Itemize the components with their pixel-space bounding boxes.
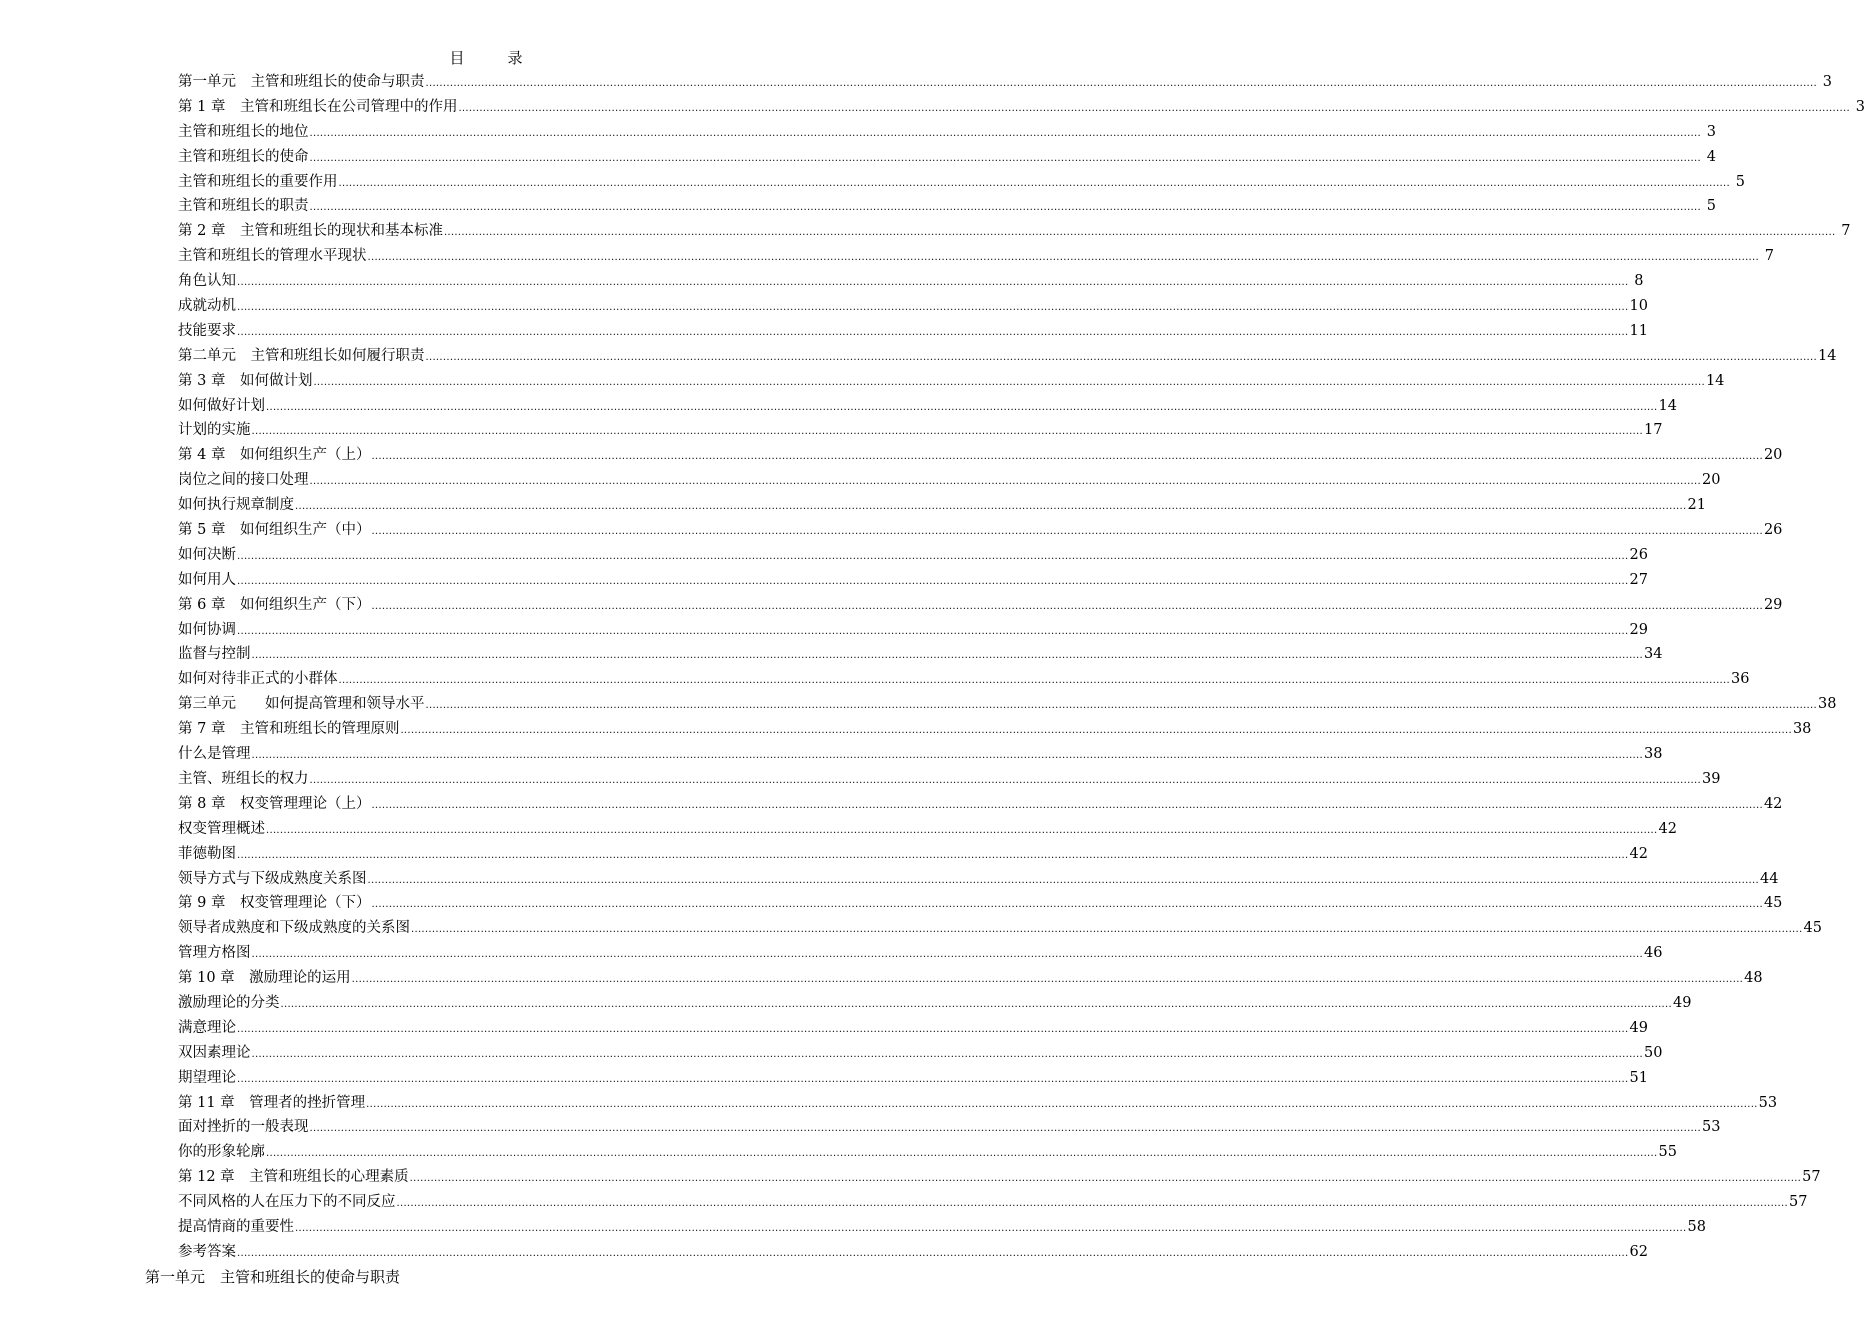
toc-dot-leader: ................................................................................................................................................................................................................................................................................................................................................................................................................ bbox=[443, 227, 1836, 239]
toc-entry-label: 激励理论的分类 bbox=[178, 994, 280, 1011]
toc-dot-leader: ................................................................................................................................................................................................................................................................................................................................................................................................................ bbox=[237, 1023, 1629, 1035]
toc-entry-label: 参考答案 bbox=[178, 1243, 236, 1260]
toc-entry[interactable] bbox=[178, 1165, 1821, 1190]
toc-dot-leader: ................................................................................................................................................................................................................................................................................................................................................................................................................ bbox=[400, 725, 1792, 737]
toc-entry-page-number: 42 bbox=[1763, 795, 1783, 812]
toc-entry-label: 第 8 章 权变管理理论（上） bbox=[178, 795, 371, 812]
toc-entry[interactable] bbox=[178, 344, 1837, 369]
toc-entry-page-number: 14 bbox=[1658, 397, 1677, 414]
toc-entry[interactable] bbox=[178, 941, 1663, 966]
toc-entry-label: 第 11 章 管理者的挫折管理 bbox=[178, 1094, 366, 1111]
toc-entry-label: 主管和班组长的职责 bbox=[178, 198, 309, 215]
toc-entry-page-number: 14 bbox=[1705, 372, 1725, 389]
toc-dot-leader: ................................................................................................................................................................................................................................................................................................................................................................................................................ bbox=[295, 1222, 1687, 1234]
toc-entry-label: 主管和班组长的重要作用 bbox=[178, 173, 338, 190]
toc-entry[interactable] bbox=[178, 817, 1677, 842]
toc-entry[interactable] bbox=[178, 1115, 1721, 1140]
toc-entry-label: 你的形象轮廓 bbox=[178, 1144, 265, 1161]
toc-dot-leader: ................................................................................................................................................................................................................................................................................................................................................................................................................ bbox=[338, 177, 1730, 189]
toc-dot-leader: ................................................................................................................................................................................................................................................................................................................................................................................................................ bbox=[280, 998, 1672, 1010]
toc-entry-label: 第 4 章 如何组织生产（上） bbox=[178, 447, 371, 464]
section-heading: 第一单元 主管和班组长的使命与职责 bbox=[145, 1268, 401, 1286]
toc-dot-leader: ................................................................................................................................................................................................................................................................................................................................................................................................................ bbox=[237, 1073, 1629, 1085]
toc-dot-leader: ................................................................................................................................................................................................................................................................................................................................................................................................................ bbox=[251, 750, 1643, 762]
toc-dot-leader: ................................................................................................................................................................................................................................................................................................................................................................................................................ bbox=[367, 874, 1759, 886]
toc-entry[interactable] bbox=[178, 667, 1750, 692]
toc-entry-label: 第 1 章 主管和班组长在公司管理中的作用 bbox=[178, 98, 458, 115]
toc-entry-page-number: 50 bbox=[1643, 1044, 1663, 1061]
toc-entry[interactable] bbox=[178, 792, 1783, 817]
toc-dot-leader: ................................................................................................................................................................................................................................................................................................................................................................................................................ bbox=[309, 774, 1701, 786]
toc-entry-page-number: 36 bbox=[1730, 671, 1750, 688]
toc-entry-label: 第一单元 主管和班组长的使命与职责 bbox=[178, 74, 425, 90]
toc-entry[interactable] bbox=[178, 369, 1725, 394]
toc-entry-page-number: 3 bbox=[1855, 98, 1865, 115]
toc-entry[interactable] bbox=[178, 1140, 1677, 1165]
toc-entry-page-number: 46 bbox=[1643, 945, 1663, 962]
toc-entry-label: 计划的实施 bbox=[178, 422, 251, 439]
toc-entry-page-number: 57 bbox=[1802, 1169, 1821, 1186]
toc-entry[interactable] bbox=[178, 70, 1832, 95]
toc-entry-page-number: 10 bbox=[1629, 298, 1648, 315]
toc-entry-label: 第三单元 如何提高管理和领导水平 bbox=[178, 696, 425, 713]
toc-entry[interactable] bbox=[178, 269, 1644, 294]
toc-entry-label: 主管、班组长的权力 bbox=[178, 770, 309, 787]
toc-entry-page-number: 51 bbox=[1629, 1069, 1648, 1086]
toc-entry[interactable] bbox=[178, 717, 1812, 742]
toc-entry[interactable] bbox=[178, 493, 1706, 518]
toc-entry-page-number: 38 bbox=[1643, 746, 1663, 763]
toc-dot-leader: ................................................................................................................................................................................................................................................................................................................................................................................................................ bbox=[237, 575, 1629, 587]
toc-dot-leader: ................................................................................................................................................................................................................................................................................................................................................................................................................ bbox=[266, 1148, 1658, 1160]
toc-dot-leader: ................................................................................................................................................................................................................................................................................................................................................................................................................ bbox=[251, 1048, 1643, 1060]
toc-entry[interactable] bbox=[178, 468, 1721, 493]
toc-entry-page-number: 4 bbox=[1706, 148, 1716, 165]
toc-entry[interactable] bbox=[178, 842, 1648, 867]
toc-dot-leader: ................................................................................................................................................................................................................................................................................................................................................................................................................ bbox=[371, 899, 1763, 911]
toc-entry[interactable] bbox=[178, 1016, 1648, 1041]
toc-entry-label: 不同风格的人在压力下的不同反应 bbox=[178, 1194, 396, 1211]
toc-dot-leader: ................................................................................................................................................................................................................................................................................................................................................................................................................ bbox=[309, 127, 1701, 139]
toc-entry[interactable] bbox=[178, 294, 1648, 319]
toc-entry[interactable] bbox=[178, 867, 1779, 892]
toc-entry-label: 第 2 章 主管和班组长的现状和基本标准 bbox=[178, 223, 443, 240]
toc-entry-page-number: 45 bbox=[1763, 895, 1783, 912]
toc-entry-page-number: 44 bbox=[1759, 870, 1779, 887]
toc-entry-label: 领导者成熟度和下级成熟度的关系图 bbox=[178, 920, 410, 937]
toc-entry[interactable] bbox=[178, 170, 1745, 195]
toc-dot-leader: ................................................................................................................................................................................................................................................................................................................................................................................................................ bbox=[458, 102, 1850, 114]
toc-entry-label: 主管和班组长的管理水平现状 bbox=[178, 248, 367, 265]
toc-entry-page-number: 7 bbox=[1841, 223, 1851, 240]
toc-entry-label: 如何协调 bbox=[178, 621, 236, 638]
toc-entry-label: 监督与控制 bbox=[178, 646, 251, 663]
toc-entry[interactable] bbox=[178, 319, 1648, 344]
toc-entry-label: 提高情商的重要性 bbox=[178, 1218, 294, 1235]
toc-dot-leader: ................................................................................................................................................................................................................................................................................................................................................................................................................ bbox=[338, 675, 1730, 687]
toc-entry-page-number: 55 bbox=[1658, 1144, 1677, 1161]
toc-dot-leader: ................................................................................................................................................................................................................................................................................................................................................................................................................ bbox=[411, 924, 1803, 936]
toc-entry-label: 双因素理论 bbox=[178, 1044, 251, 1061]
toc-entry[interactable] bbox=[178, 642, 1663, 667]
toc-entry-page-number: 39 bbox=[1701, 770, 1721, 787]
toc-entry-label: 第 6 章 如何组织生产（下） bbox=[178, 596, 371, 613]
toc-dot-leader: ................................................................................................................................................................................................................................................................................................................................................................................................................ bbox=[251, 650, 1643, 662]
toc-entry-page-number: 48 bbox=[1744, 970, 1763, 987]
toc-entry-page-number: 49 bbox=[1672, 994, 1692, 1011]
toc-dot-leader: ................................................................................................................................................................................................................................................................................................................................................................................................................ bbox=[237, 550, 1629, 562]
toc-entry[interactable] bbox=[178, 568, 1648, 593]
toc-entry-label: 主管和班组长的地位 bbox=[178, 123, 309, 140]
toc-entry[interactable] bbox=[178, 394, 1677, 419]
toc-entry-page-number: 8 bbox=[1634, 273, 1644, 290]
toc-entry-label: 如何做好计划 bbox=[178, 397, 265, 414]
toc-dot-leader: ................................................................................................................................................................................................................................................................................................................................................................................................................ bbox=[425, 78, 1817, 89]
toc-dot-leader: ................................................................................................................................................................................................................................................................................................................................................................................................................ bbox=[366, 1098, 1758, 1110]
toc-dot-leader: ................................................................................................................................................................................................................................................................................................................................................................................................................ bbox=[425, 351, 1817, 363]
toc-dot-leader: ................................................................................................................................................................................................................................................................................................................................................................................................................ bbox=[309, 202, 1701, 214]
toc-entry-page-number: 53 bbox=[1701, 1119, 1721, 1136]
toc-entry-page-number: 14 bbox=[1817, 347, 1837, 364]
toc-entry-label: 满意理论 bbox=[178, 1019, 236, 1036]
toc-entry[interactable] bbox=[178, 966, 1763, 991]
toc-entry-page-number: 53 bbox=[1758, 1094, 1778, 1111]
toc-entry-label: 成就动机 bbox=[178, 298, 236, 315]
toc-entry[interactable] bbox=[178, 767, 1721, 792]
toc-entry-label: 权变管理概述 bbox=[178, 820, 265, 837]
toc-entry-label: 领导方式与下级成熟度关系图 bbox=[178, 870, 367, 887]
toc-dot-leader: ................................................................................................................................................................................................................................................................................................................................................................................................................ bbox=[295, 501, 1687, 513]
toc-entry-page-number: 38 bbox=[1817, 696, 1837, 713]
toc-entry-page-number: 3 bbox=[1706, 123, 1716, 140]
toc-entry-page-number: 42 bbox=[1658, 820, 1677, 837]
toc-entry-page-number: 45 bbox=[1803, 920, 1822, 937]
toc-entry[interactable] bbox=[178, 145, 1716, 170]
toc-entry-label: 角色认知 bbox=[178, 273, 236, 290]
toc-dot-leader: ................................................................................................................................................................................................................................................................................................................................................................................................................ bbox=[237, 277, 1629, 289]
toc-entry[interactable] bbox=[178, 219, 1851, 244]
toc-dot-leader: ................................................................................................................................................................................................................................................................................................................................................................................................................ bbox=[367, 252, 1759, 264]
toc-entry-label: 如何执行规章制度 bbox=[178, 497, 294, 514]
toc-dot-leader: ................................................................................................................................................................................................................................................................................................................................................................................................................ bbox=[396, 1198, 1788, 1210]
toc-dot-leader: ................................................................................................................................................................................................................................................................................................................................................................................................................ bbox=[237, 326, 1629, 338]
toc-entry-label: 菲德勒图 bbox=[178, 845, 236, 862]
toc-dot-leader: ................................................................................................................................................................................................................................................................................................................................................................................................................ bbox=[251, 949, 1643, 961]
toc-entry[interactable] bbox=[178, 244, 1774, 269]
toc-dot-leader: ................................................................................................................................................................................................................................................................................................................................................................................................................ bbox=[409, 1173, 1802, 1185]
toc-entry-page-number: 58 bbox=[1687, 1218, 1706, 1235]
toc-dot-leader: ................................................................................................................................................................................................................................................................................................................................................................................................................ bbox=[309, 152, 1701, 164]
toc-entry-label: 什么是管理 bbox=[178, 746, 251, 763]
toc-entry-page-number: 27 bbox=[1629, 571, 1648, 588]
toc-entry[interactable] bbox=[178, 1066, 1648, 1091]
toc-entry-page-number: 34 bbox=[1643, 646, 1663, 663]
toc-entry-label: 第 9 章 权变管理理论（下） bbox=[178, 895, 371, 912]
toc-entry[interactable] bbox=[178, 1215, 1706, 1240]
toc-entry-label: 管理方格图 bbox=[178, 945, 251, 962]
toc-dot-leader: ................................................................................................................................................................................................................................................................................................................................................................................................................ bbox=[351, 974, 1744, 986]
toc-entry-label: 如何用人 bbox=[178, 571, 236, 588]
toc-dot-leader: ................................................................................................................................................................................................................................................................................................................................................................................................................ bbox=[266, 401, 1658, 413]
toc-entry[interactable] bbox=[178, 95, 1865, 120]
toc-entry-label: 第 5 章 如何组织生产（中） bbox=[178, 522, 371, 539]
toc-dot-leader: ................................................................................................................................................................................................................................................................................................................................................................................................................ bbox=[313, 376, 1705, 388]
toc-entry[interactable] bbox=[178, 1240, 1648, 1265]
toc-dot-leader: ................................................................................................................................................................................................................................................................................................................................................................................................................ bbox=[237, 302, 1629, 314]
toc-entry-label: 第 12 章 主管和班组长的心理素质 bbox=[178, 1169, 409, 1186]
toc-dot-leader: ................................................................................................................................................................................................................................................................................................................................................................................................................ bbox=[371, 799, 1763, 811]
toc-entry[interactable] bbox=[178, 1041, 1663, 1066]
toc-entry[interactable] bbox=[178, 443, 1783, 468]
toc-entry[interactable] bbox=[178, 418, 1663, 443]
toc-entry[interactable] bbox=[178, 742, 1663, 767]
toc-entry-page-number: 49 bbox=[1629, 1019, 1648, 1036]
toc-entry-label: 如何对待非正式的小群体 bbox=[178, 671, 338, 688]
toc-entry[interactable] bbox=[178, 618, 1648, 643]
toc-entry-label: 岗位之间的接口处理 bbox=[178, 472, 309, 489]
toc-dot-leader: ................................................................................................................................................................................................................................................................................................................................................................................................................ bbox=[237, 1247, 1629, 1259]
toc-entry-page-number: 26 bbox=[1629, 546, 1648, 563]
toc-entry[interactable] bbox=[178, 518, 1783, 543]
toc-entry[interactable] bbox=[178, 916, 1822, 941]
toc-dot-leader: ................................................................................................................................................................................................................................................................................................................................................................................................................ bbox=[266, 824, 1658, 836]
toc-entry-label: 第二单元 主管和班组长如何履行职责 bbox=[178, 347, 425, 364]
toc-entry-label: 期望理论 bbox=[178, 1069, 236, 1086]
toc-entry[interactable] bbox=[178, 1190, 1808, 1215]
toc-dot-leader: ................................................................................................................................................................................................................................................................................................................................................................................................................ bbox=[237, 625, 1629, 637]
toc-entry-page-number: 38 bbox=[1792, 721, 1812, 738]
toc-entry-page-number: 42 bbox=[1629, 845, 1648, 862]
toc-entry-label: 面对挫折的一般表现 bbox=[178, 1119, 309, 1136]
toc-entry-page-number: 20 bbox=[1701, 472, 1721, 489]
toc-entry-page-number: 7 bbox=[1764, 248, 1774, 265]
toc-dot-leader: ................................................................................................................................................................................................................................................................................................................................................................................................................ bbox=[309, 476, 1701, 488]
toc-entry-label: 第 3 章 如何做计划 bbox=[178, 372, 313, 389]
toc-dot-leader: ................................................................................................................................................................................................................................................................................................................................................................................................................ bbox=[251, 426, 1643, 438]
toc-entry-page-number: 57 bbox=[1788, 1194, 1808, 1211]
toc-entry-page-number: 5 bbox=[1706, 198, 1716, 215]
toc-entry-label: 第 10 章 激励理论的运用 bbox=[178, 970, 351, 987]
toc-entry-page-number: 29 bbox=[1629, 621, 1648, 638]
toc-entry-page-number: 29 bbox=[1763, 596, 1783, 613]
toc-entry-page-number: 5 bbox=[1735, 173, 1745, 190]
toc-dot-leader: ................................................................................................................................................................................................................................................................................................................................................................................................................ bbox=[309, 1123, 1701, 1135]
toc-entry-page-number: 17 bbox=[1643, 422, 1663, 439]
toc-entry-label: 主管和班组长的使命 bbox=[178, 148, 309, 165]
toc-entry-page-number: 62 bbox=[1629, 1243, 1648, 1260]
toc-dot-leader: ................................................................................................................................................................................................................................................................................................................................................................................................................ bbox=[425, 700, 1817, 712]
toc-entry-page-number: 11 bbox=[1629, 322, 1648, 339]
toc-entry-label: 技能要求 bbox=[178, 322, 236, 339]
toc-entry[interactable] bbox=[178, 891, 1783, 916]
toc-entry-page-number: 26 bbox=[1763, 522, 1783, 539]
toc-entry-page-number: 20 bbox=[1763, 447, 1783, 464]
toc-entry-page-number: 21 bbox=[1687, 497, 1706, 514]
toc-entry-label: 第 7 章 主管和班组长的管理原则 bbox=[178, 721, 400, 738]
toc-entry[interactable] bbox=[178, 692, 1837, 717]
toc-dot-leader: ................................................................................................................................................................................................................................................................................................................................................................................................................ bbox=[371, 600, 1763, 612]
toc-entry-label: 如何决断 bbox=[178, 546, 236, 563]
toc-entry-page-number: 3 bbox=[1822, 74, 1832, 90]
toc-entry[interactable] bbox=[178, 543, 1648, 568]
toc-entry[interactable] bbox=[178, 1091, 1778, 1116]
toc-entry[interactable] bbox=[178, 120, 1716, 145]
toc-entry[interactable] bbox=[178, 991, 1692, 1016]
toc-entry[interactable] bbox=[178, 593, 1783, 618]
toc-dot-leader: ................................................................................................................................................................................................................................................................................................................................................................................................................ bbox=[371, 526, 1763, 538]
toc-dot-leader: ................................................................................................................................................................................................................................................................................................................................................................................................................ bbox=[237, 849, 1629, 861]
page-title: 目 录 bbox=[449, 49, 537, 67]
toc-entry[interactable] bbox=[178, 194, 1716, 219]
toc-dot-leader: ................................................................................................................................................................................................................................................................................................................................................................................................................ bbox=[371, 451, 1763, 463]
table-of-contents bbox=[178, 70, 1865, 1265]
